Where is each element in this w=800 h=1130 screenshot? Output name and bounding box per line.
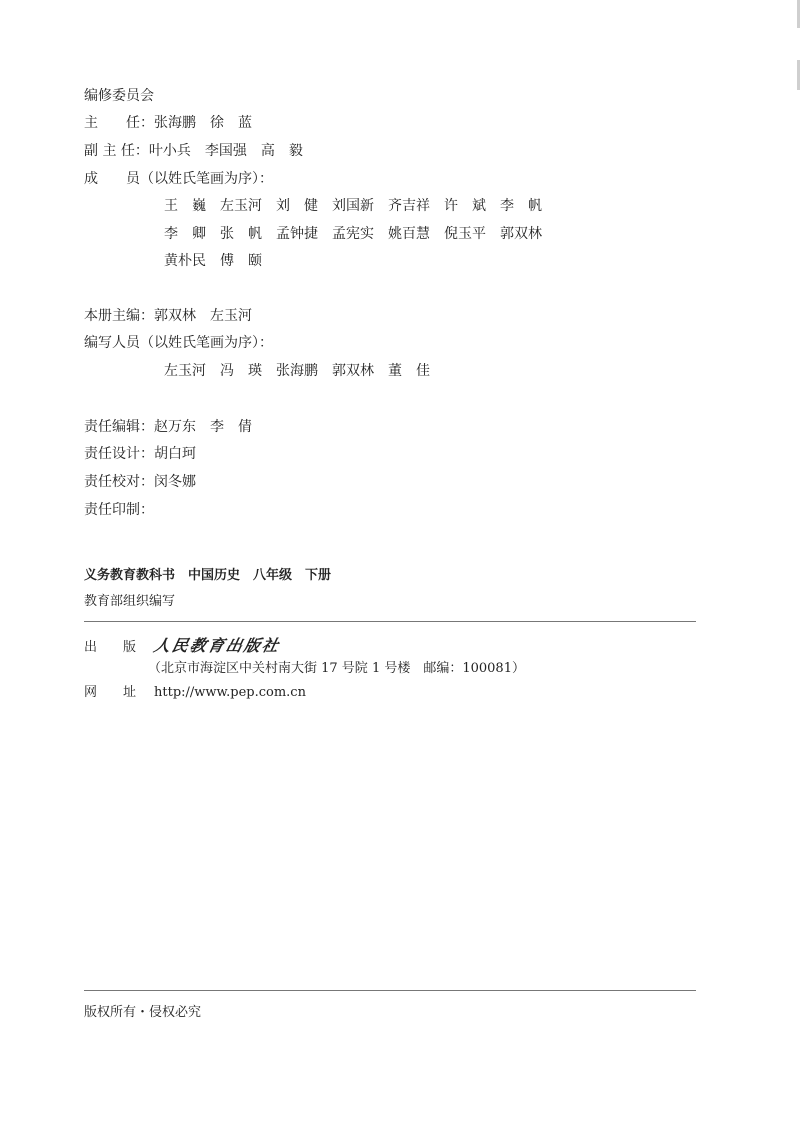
website-url: http://www.pep.com.cn (154, 685, 306, 700)
publisher-label: 出 版 (84, 640, 137, 655)
website-label: 网 址 (84, 685, 137, 700)
responsibility-label: 责任编辑： (84, 419, 154, 435)
deputy-names: 叶小兵 李国强 高 毅 (148, 143, 303, 159)
responsibility-names: 赵万东 李 倩 (154, 419, 252, 435)
deputy-label: 副 主 任： (84, 143, 149, 159)
director-names: 张海鹏 徐 蓝 (154, 115, 252, 131)
chief-editor-row (84, 306, 252, 326)
members-row: 王 巍 左玉河 刘 健 刘国新 齐吉祥 许 斌 李 帆 (164, 198, 542, 214)
responsibility-row (84, 444, 196, 464)
responsibility-label: 责任设计： (84, 446, 154, 462)
divider (84, 990, 696, 991)
book-compiler: 教育部组织编写 (84, 594, 176, 609)
responsibility-row (84, 500, 154, 520)
publisher-row (84, 636, 283, 658)
responsibility-label: 责任印制： (84, 502, 154, 518)
website-row (84, 683, 306, 703)
director-row (84, 113, 252, 133)
director-label: 主 任： (84, 115, 154, 131)
members-label: 成 员（以姓氏笔画为序）： (84, 171, 273, 187)
divider (84, 621, 696, 622)
members-row: 李 卿 张 帆 孟钟捷 孟宪实 姚百慧 倪玉平 郭双林 (164, 226, 542, 242)
chief-editor-names: 郭双林 左玉河 (154, 308, 252, 324)
responsibility-names: 闵冬娜 (154, 474, 196, 490)
members-row: 黄朴民 傅 颐 (164, 253, 262, 269)
committee-heading: 编修委员会 (84, 88, 154, 104)
responsibility-row (84, 417, 252, 437)
responsibility-label: 责任校对： (84, 474, 154, 490)
publisher-address: （北京市海淀区中关村南大街 17 号院 1 号楼 邮编：100081） (148, 661, 525, 676)
chief-editor-label: 本册主编： (84, 308, 154, 324)
copyright-notice: 版权所有・侵权必究 (84, 1005, 202, 1020)
deputy-row (84, 141, 303, 161)
publisher-logo: 人民教育出版社 (152, 636, 283, 655)
writers-label: 编写人员（以姓氏笔画为序）： (84, 335, 273, 351)
writers-names: 左玉河 冯 瑛 张海鹏 郭双林 董 佳 (164, 363, 430, 379)
responsibility-row (84, 472, 196, 492)
responsibility-names: 胡白珂 (154, 446, 196, 462)
book-title: 义务教育教科书 中国历史 八年级 下册 (84, 568, 332, 583)
